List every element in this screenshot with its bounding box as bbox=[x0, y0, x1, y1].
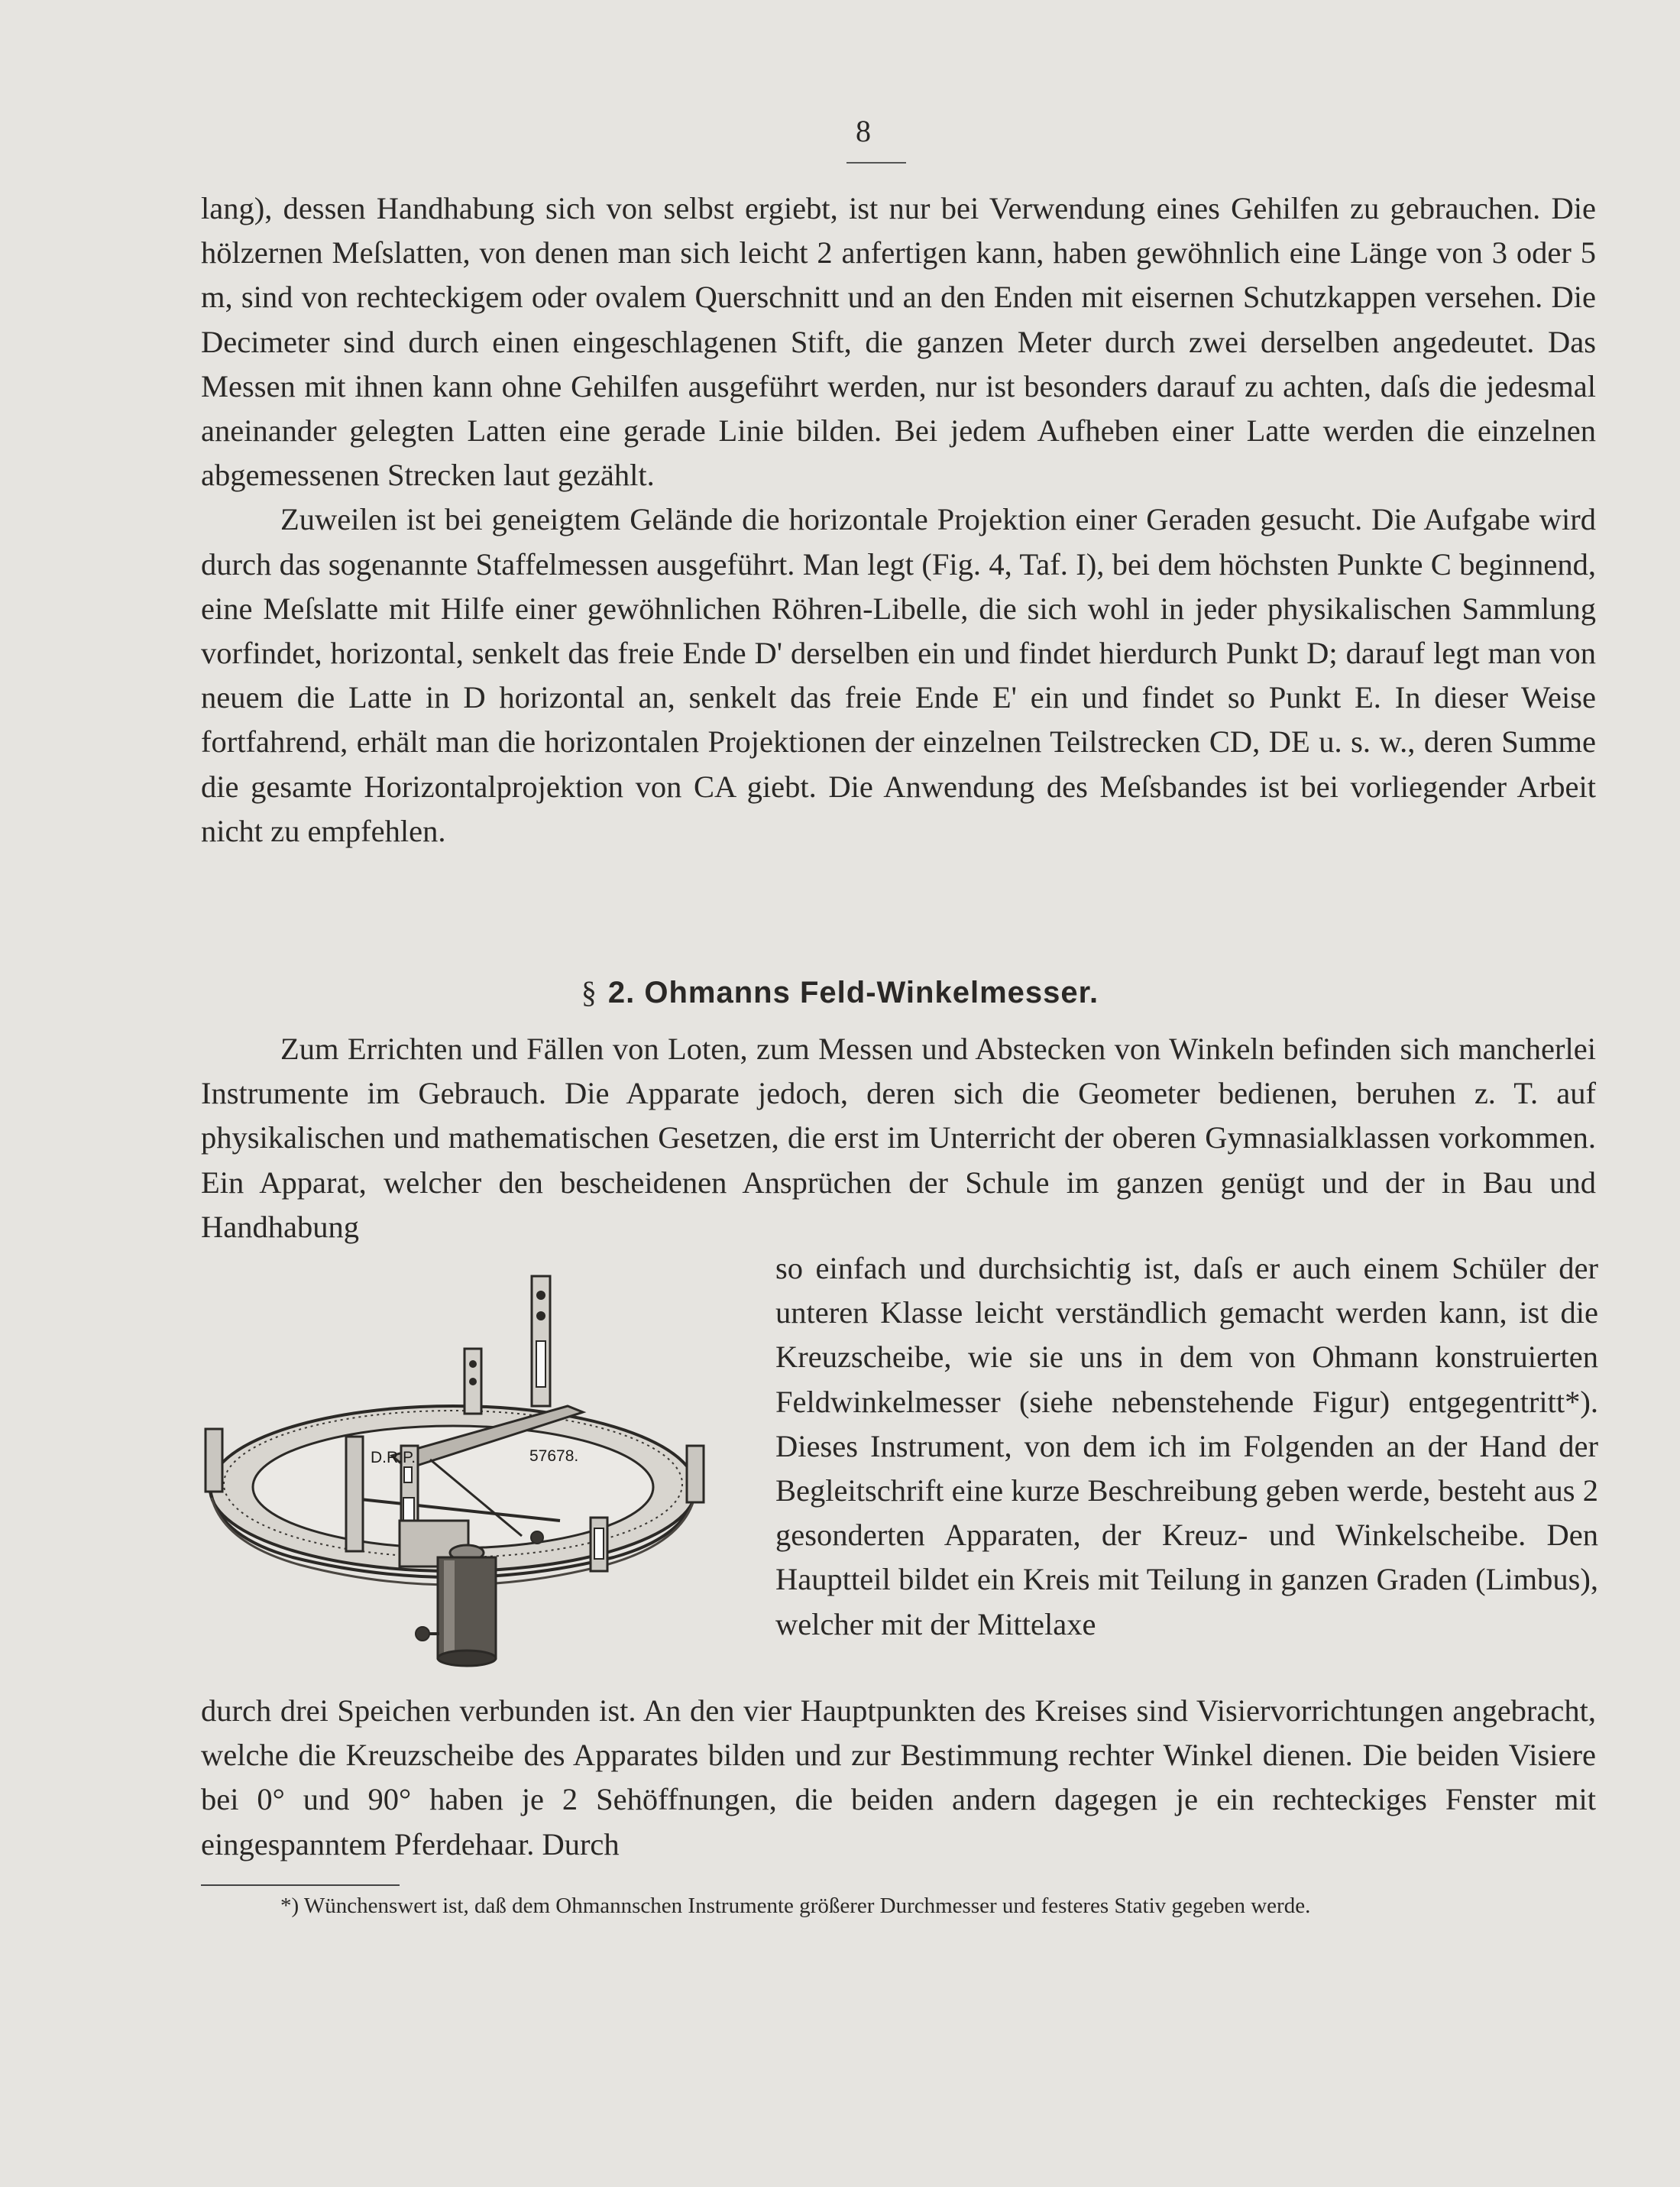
paragraph-3-side: so einfach und durchsichtig ist, daſs er auch einem Schüler der unteren Klasse leicht verständlich gemacht werden kann, ist die Kreuzscheibe, wie sie uns in dem von Ohmann konstruierten Feldwinkelmesser (siehe nebenstehende Figur) entgegentritt*). Dieses Instrument, von dem ich im Folgenden an der Hand der Begleitschrift eine kurze Beschreibung geben werde, besteht aus 2 gesonderten Apparaten, der Kreuz- und Winkelscheibe. Den Hauptteil bildet ein Kreis mit Teilung in ganzen Graden (Limbus), welcher mit der Mittelaxe bbox=[775, 1251, 1598, 1641]
front-vane-left bbox=[346, 1437, 363, 1551]
text-block-bottom bbox=[201, 1689, 1596, 1867]
footnote-rule bbox=[201, 1884, 400, 1886]
text-block-section-intro bbox=[201, 1027, 1596, 1249]
left-vane bbox=[206, 1429, 222, 1492]
sight-hole-3 bbox=[469, 1360, 477, 1368]
right-vane bbox=[687, 1446, 704, 1502]
text-block-top bbox=[201, 186, 1596, 854]
footnote-text: *) Wünchenswert ist, daß dem Ohmannschen Instrumente größerer Durchmesser und festeres Stativ gegeben werde. bbox=[280, 1894, 1311, 1918]
knob bbox=[531, 1531, 543, 1544]
page-number-rule bbox=[846, 162, 906, 164]
stand-tube-highlight bbox=[444, 1560, 455, 1655]
feld-winkelmesser-illustration bbox=[201, 1268, 713, 1673]
sight-hole-4 bbox=[469, 1378, 477, 1385]
figure-label-right: 57678. bbox=[529, 1447, 579, 1465]
front-window-2 bbox=[404, 1467, 412, 1482]
paragraph-2: Zuweilen ist bei geneigtem Gelände die horizontale Projektion einer Geraden gesucht. Die Aufgabe wird durch das sogenannte Staffelmessen ausgeführt. Man legt (Fig. 4, Taf. I), bei dem höchsten Punkte C beginnend, eine Meſslatte mit Hilfe einer gewöhnlichen Röhren-Libelle, die sich wohl in jeder physikalischen Sammlung vorfindet, horizontal, senkelt das freie Ende D' derselben ein und findet hierdurch Punkt D; darauf legt man von neuem die Latte in D horizontal an, senkelt das freie Ende E' ein und findet so Punkt E. In dieser Weise fortfahrend, erhält man die horizontalen Projektionen der einzelnen Teilstrecken CD, DE u. s. w., deren Summe die gesamte Horizontalprojektion von CA giebt. Die Anwendung des Meſsbandes ist bei vorliegender Arbeit nicht zu empfehlen. bbox=[201, 502, 1596, 848]
sight-hole-2 bbox=[536, 1311, 545, 1320]
figure-label-left: D.R.P. bbox=[371, 1449, 416, 1466]
section-heading bbox=[0, 974, 1680, 1010]
sight-window bbox=[536, 1341, 545, 1387]
footnote bbox=[201, 1887, 1596, 1924]
sight-hole-1 bbox=[536, 1291, 545, 1300]
paragraph-1: lang), dessen Handhabung sich von selbst ergiebt, ist nur bei Verwendung eines Gehilfen zu gebrauchen. Die hölzernen Meſslatten, von denen man sich leicht 2 anfertigen kann, haben gewöhnlich eine Länge von 3 oder 5 m, sind von rechteckigem oder ovalem Querschnitt und an den Enden mit eisernen Schutzkappen versehen. Die Decimeter sind durch einen eingeschlagenen Stift, die ganzen Meter durch zwei derselben angedeutet. Das Messen mit ihnen kann ohne Gehilfen ausgeführt werden, nur ist besonders darauf zu achten, daſs die jedesmal aneinander gelegten Latten eine gerade Linie bilden. Bei jedem Aufheben einer Latte werden die einzelnen abgemessenen Strecken laut gezählt. bbox=[201, 191, 1596, 493]
paragraph-3: Zum Errichten und Fällen von Loten, zum Messen und Abstecken von Winkeln befinden sich mancherlei Instrumente im Gebrauch. Die Apparate jedoch, deren sich die Geometer bedienen, beruhen z. T. auf physikalischen und mathematischen Gesetzen, die erst im Unterricht der oberen Gymnasialklassen vorkommen. Ein Apparat, welcher den bescheidenen Ansprüchen der Schule im ganzen genügt und der in Bau und Handhabung bbox=[201, 1032, 1596, 1244]
front-window-right bbox=[594, 1528, 604, 1559]
instrument-figure bbox=[201, 1268, 713, 1673]
clamp-screw bbox=[416, 1627, 429, 1641]
paragraph-3-end: durch drei Speichen verbunden ist. An den vier Hauptpunkten des Kreises sind Visiervorrichtungen angebracht, welche die Kreuzscheibe des Apparates bilden und zur Bestimmung rechter Winkel dienen. Die beiden Visiere bei 0° und 90° haben je 2 Sehöffnungen, die beiden andern dagegen je ein rechteckiges Fenster mit eingespanntem Pferdehaar. Durch bbox=[201, 1693, 1596, 1861]
stand-tube-bottom bbox=[438, 1651, 496, 1666]
section-sign: § bbox=[581, 975, 597, 1009]
page-number: 8 bbox=[856, 114, 871, 148]
text-block-beside-figure bbox=[775, 1246, 1598, 1647]
section-heading-text: 2. Ohmanns Feld-Winkelmesser. bbox=[607, 976, 1099, 1009]
